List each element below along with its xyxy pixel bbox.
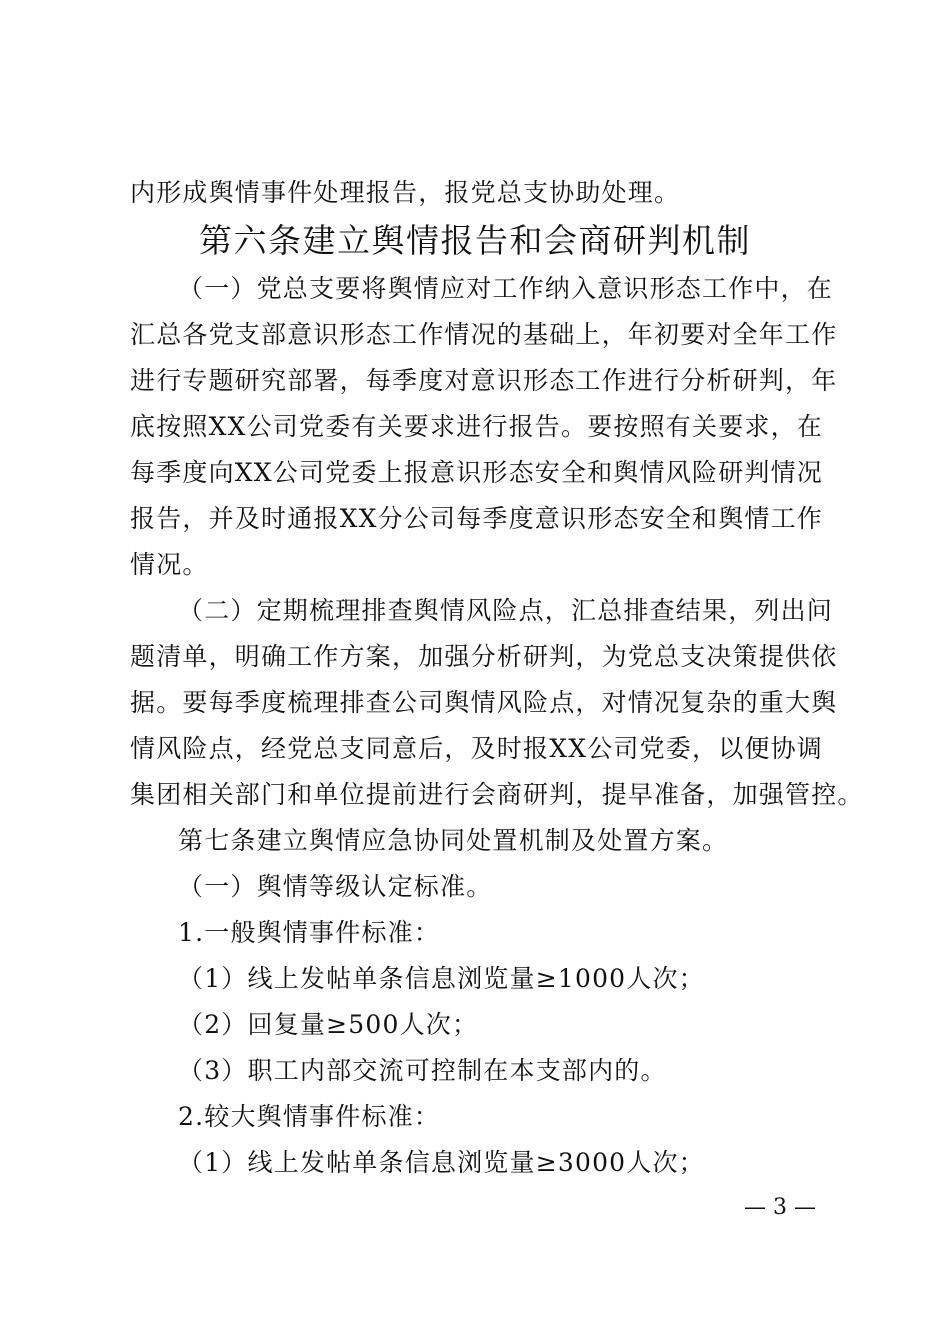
paragraph-line: 集团相关部门和单位提前进行会商研判，提早准备，加强管控。 xyxy=(130,780,864,809)
paragraph-line: 报告，并及时通报XX分公司每季度意识形态安全和舆情工作 xyxy=(130,504,823,533)
paragraph-line: 情况。 xyxy=(130,550,209,579)
paragraph-line: 据。要每季度梳理排查公司舆情风险点，对情况复杂的重大舆 xyxy=(130,688,838,717)
subheading-line: （一）舆情等级认定标准。 xyxy=(178,872,493,901)
list-item: （1）线上发帖单条信息浏览量≥1000人次； xyxy=(178,964,705,993)
section-heading: 第六条建立舆情报告和会商研判机制 xyxy=(199,221,751,260)
paragraph-line: 每季度向XX公司党委上报意识形态安全和舆情风险研判情况 xyxy=(130,458,823,487)
paragraph-line: （二）定期梳理排查舆情风险点，汇总排查结果，列出问 xyxy=(178,596,834,625)
list-item: （3）职工内部交流可控制在本支部内的。 xyxy=(178,1056,667,1085)
paragraph-line: 汇总各党支部意识形态工作情况的基础上，年初要对全年工作 xyxy=(130,320,838,349)
list-item: （1）线上发帖单条信息浏览量≥3000人次； xyxy=(178,1148,705,1177)
paragraph-line: 题清单，明确工作方案，加强分析研判，为党总支决策提供依 xyxy=(130,642,838,671)
paragraph-line: 进行专题研究部署，每季度对意识形态工作进行分析研判，年 xyxy=(130,366,838,395)
paragraph-line: 底按照XX公司党委有关要求进行报告。要按照有关要求，在 xyxy=(130,412,823,441)
page-number: — 3 — xyxy=(744,1195,816,1220)
paragraph-line: （一）党总支要将舆情应对工作纳入意识形态工作中，在 xyxy=(178,274,834,303)
paragraph-line: 内形成舆情事件处理报告，报党总支协助处理。 xyxy=(130,178,681,207)
list-item: （2）回复量≥500人次； xyxy=(178,1010,479,1039)
list-heading: 2.较大舆情事件标准： xyxy=(178,1102,441,1131)
list-heading: 1.一般舆情事件标准： xyxy=(178,918,441,947)
article-line: 第七条建立舆情应急协同处置机制及处置方案。 xyxy=(178,826,729,855)
paragraph-line: 情风险点，经党总支同意后，及时报XX公司党委，以便协调 xyxy=(130,734,823,763)
